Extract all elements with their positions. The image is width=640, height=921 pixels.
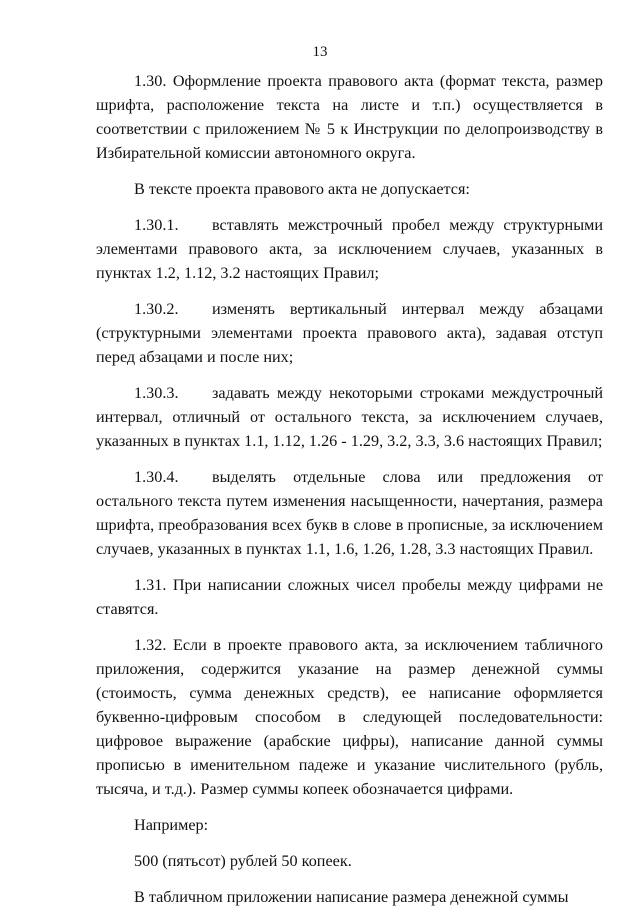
- paragraph-1-30-1: [96, 213, 603, 285]
- document-body: [96, 69, 603, 921]
- clause-number: 1.30.3.: [134, 384, 179, 402]
- paragraph-not-allowed-intro: [96, 177, 603, 201]
- paragraph-text: выделять отдельные слова или предложения от остального текста путем изменения насыщенности, начертания, размера шрифта, преобразования всех букв в слове в прописные, за исключением случаев, указанных в пунктах 1.1, 1.6, 1.26, 1.28, 3.3 настоящих Правил.: [96, 468, 603, 558]
- paragraph-text: изменять вертикальный интервал между абзацами (структурными элементами проекта правового акта), задавая отступ перед абзацами и после них;: [96, 300, 603, 366]
- paragraph-text: 1.32. Если в проекте правового акта, за исключением табличного приложения, содержится указание на размер денежной суммы (стоимость, сумма денежных средств), ее написание оформляется буквенно-цифровым способом в следующей последовательности: цифровое выражение (арабские цифры), написание данной суммы прописью в именительном падеже и указание числительного (рубль, тысяча, и т.д.). Размер суммы копеек обозначается цифрами.: [96, 636, 603, 798]
- paragraph-text: задавать между некоторыми строками междустрочный интервал, отличный от остального текста, за исключением случаев, указанных в пунктах 1.1, 1.12, 1.26 - 1.29, 3.2, 3.3, 3.6 настоящих Правил;: [96, 384, 603, 450]
- paragraph-example-value: [96, 849, 603, 873]
- paragraph-text: 1.30. Оформление проекта правового акта (формат текста, размер шрифта, расположение текста на листе и т.п.) осуществляется в соответствии с приложением № 5 к Инструкции по делопроизводству в Избирательной комиссии автономного округа.: [96, 72, 603, 162]
- paragraph-1-30-4: [96, 465, 603, 561]
- clause-number: 1.30.2.: [134, 300, 179, 318]
- paragraph-text: вставлять межстрочный пробел между структурными элементами правового акта, за исключением случаев, указанных в пунктах 1.2, 1.12, 3.2 настоящих Правил;: [96, 216, 603, 282]
- paragraph-1-30-2: [96, 297, 603, 369]
- paragraph-text: В тексте проекта правового акта не допускается:: [134, 180, 470, 198]
- paragraph-text: 1.31. При написании сложных чисел пробелы между цифрами не ставятся.: [96, 576, 603, 618]
- page-number: 13: [312, 44, 328, 60]
- paragraph-example-label: [96, 813, 603, 837]
- clause-number: 1.30.4.: [134, 468, 179, 486]
- paragraph-1-32: [96, 633, 603, 801]
- paragraph-table-appendix: [96, 885, 603, 909]
- paragraph-text: 500 (пятьсот) рублей 50 копеек.: [134, 852, 352, 870]
- paragraph-text: В табличном приложении написание размера денежной суммы: [134, 888, 569, 906]
- paragraph-text: Например:: [134, 816, 209, 834]
- paragraph-1-30-3: [96, 381, 603, 453]
- paragraph-1-30: [96, 69, 603, 165]
- clause-number: 1.30.1.: [134, 216, 179, 234]
- paragraph-1-31: [96, 573, 603, 621]
